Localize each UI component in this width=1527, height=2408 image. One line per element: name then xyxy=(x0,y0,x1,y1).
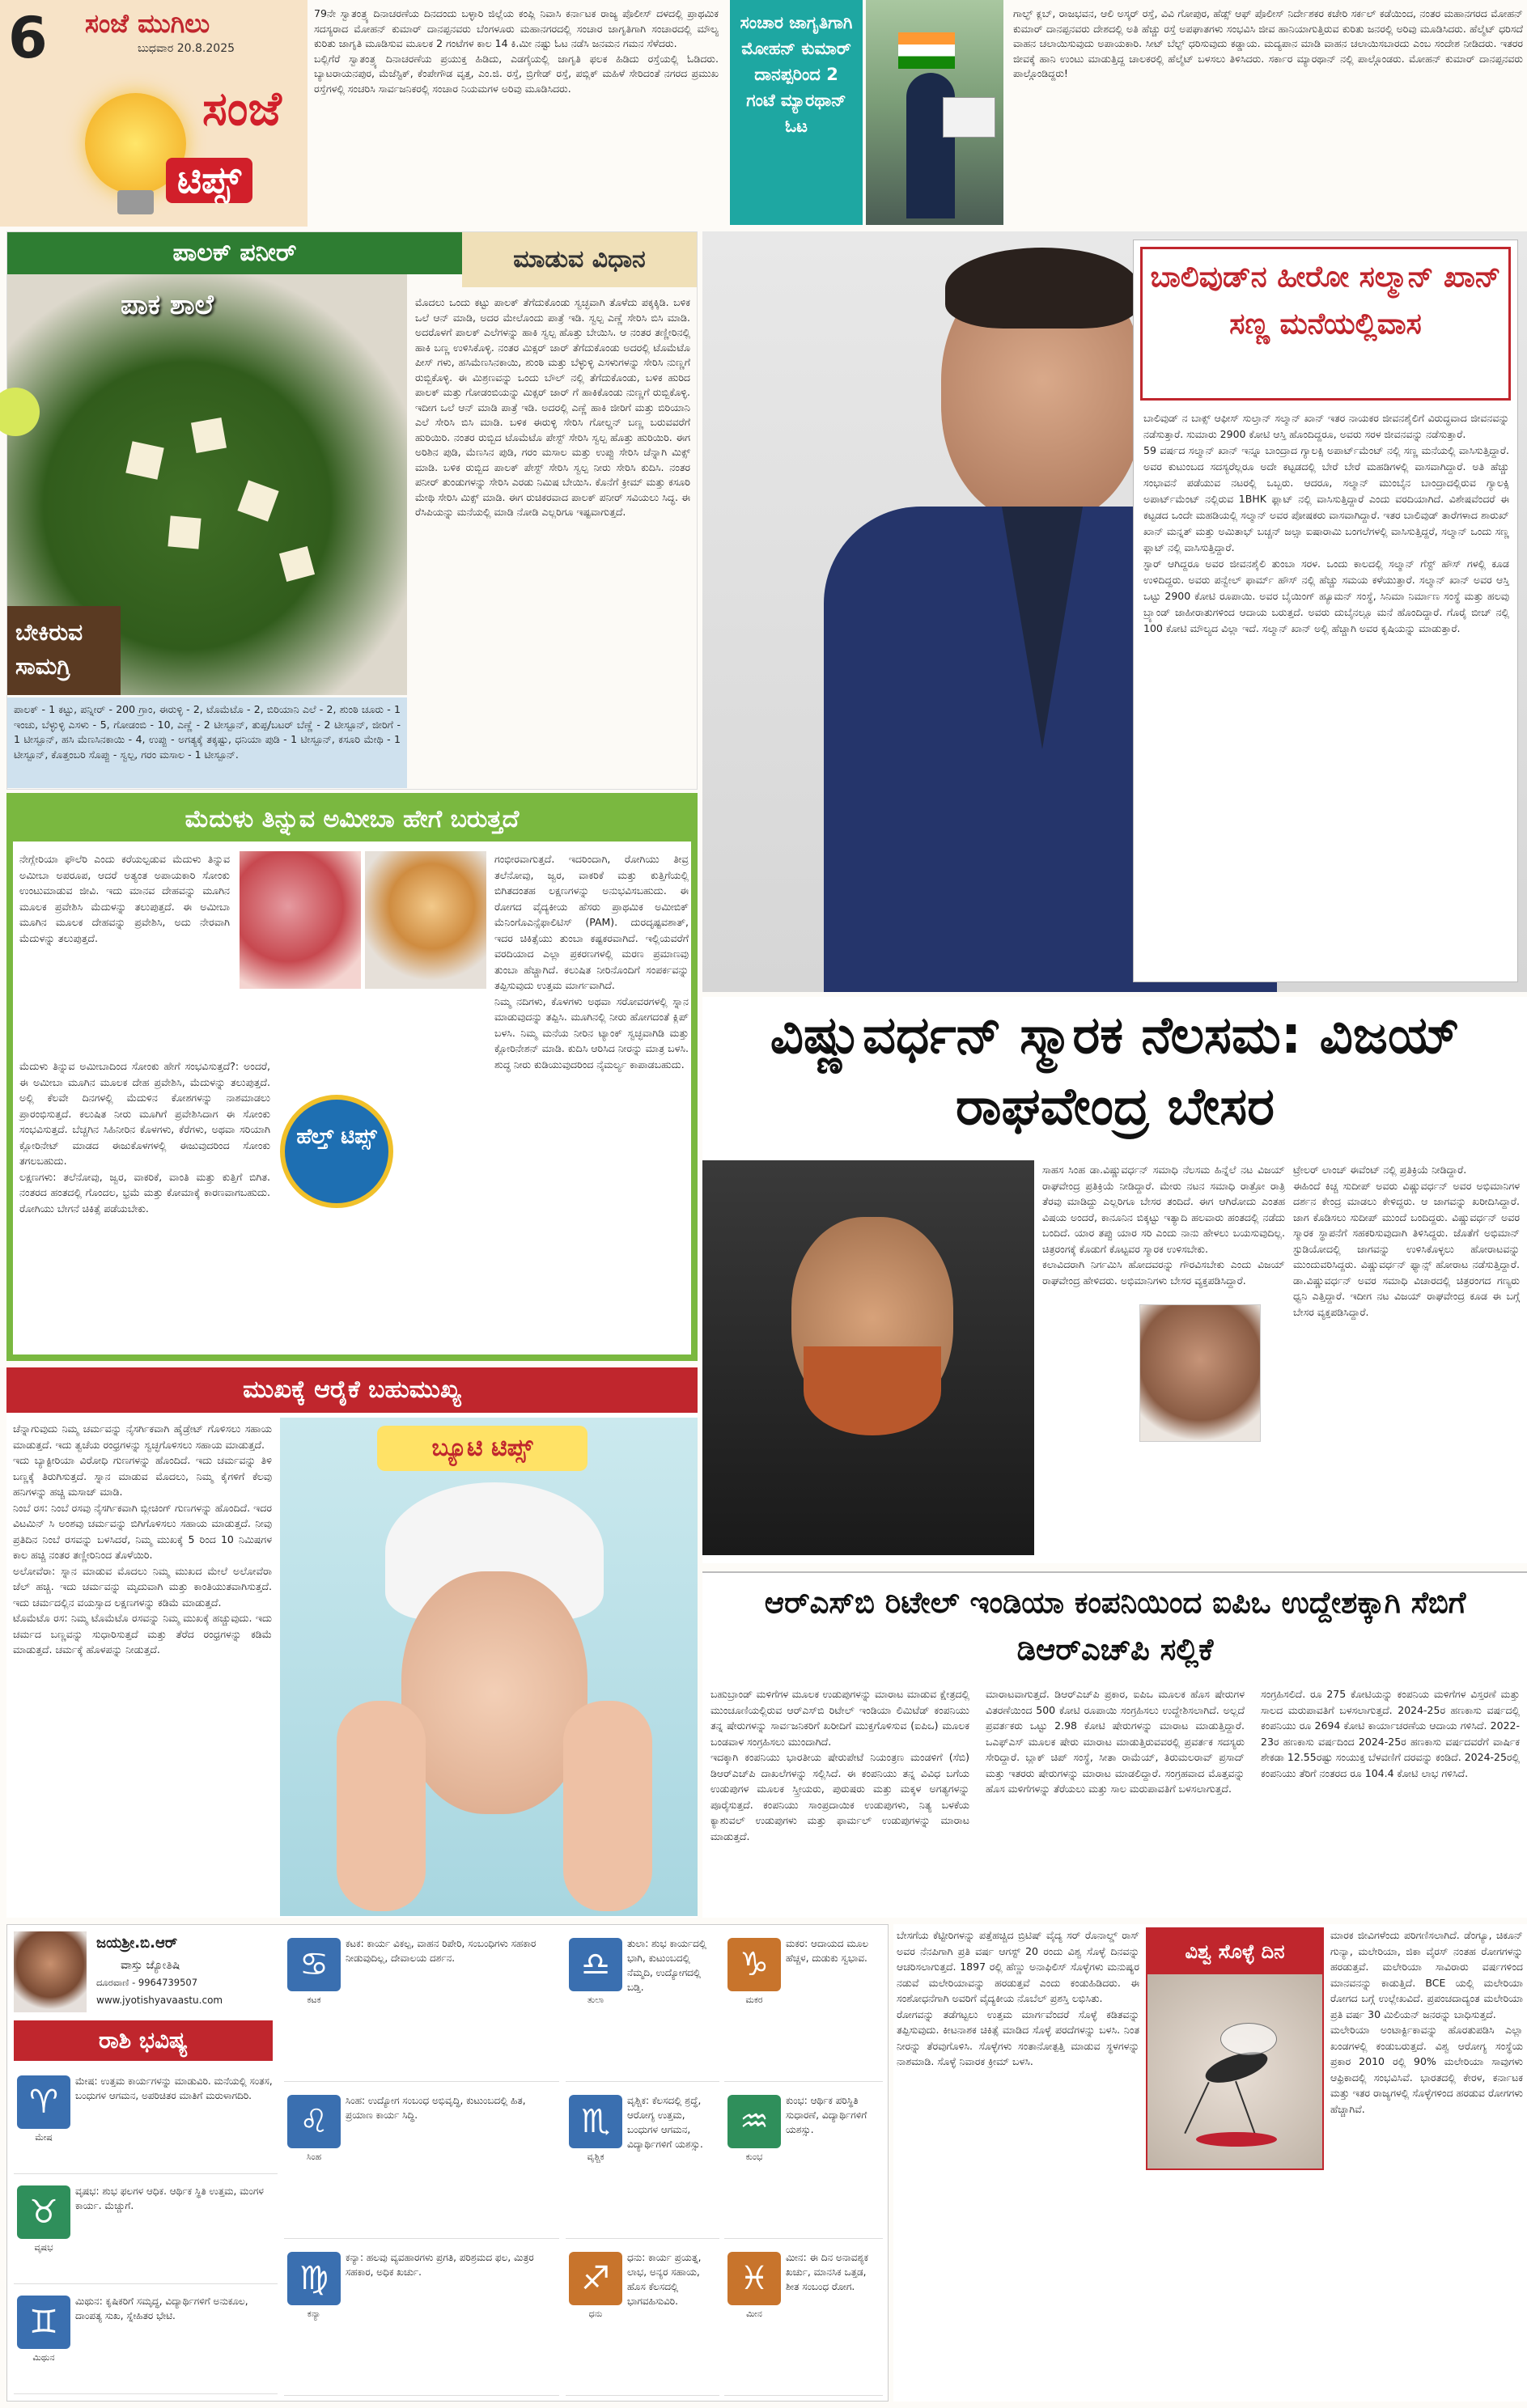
logo-word-2: ಟಿಪ್ಸ್ xyxy=(166,158,252,203)
zodiac-sign-12 xyxy=(724,2245,883,2396)
zodiac-sign-1 xyxy=(14,2069,278,2174)
skin-section xyxy=(6,1367,698,1918)
paneer-cube xyxy=(191,418,227,453)
runner-photo xyxy=(866,0,1003,225)
zodiac-icon: ♐ xyxy=(569,2252,622,2305)
zodiac-prediction: ಕನ್ಯಾ: ಹಲವು ವ್ಯವಹಾರಗಳು ಪ್ರಗತಿ, ಪರಿಶ್ರಮದ ಫಲ, ಮಿತ್ರರ ಸಹಕಾರ, ಅಧಿಕ ಖರ್ಚು. xyxy=(346,2252,534,2278)
method-label: ಮಾಡುವ ವಿಧಾನ xyxy=(462,232,697,287)
zodiac-sign-10 xyxy=(724,1931,883,2082)
zodiac-prediction: ಮಿಥುನ: ಕೃಷಿಕರಿಗೆ ಸಮೃದ್ಧ, ವಿದ್ಯಾರ್ಥಿಗಳಿಗೆ ಅನುಕೂಲ, ದಾಂಪತ್ಯ ಸುಖ, ಸ್ನೇಹಿತರ ಭೇಟಿ. xyxy=(75,2296,248,2321)
zodiac-prediction: ಮೀನ: ಈ ದಿನ ಅನಾವಶ್ಯಕ ಖರ್ಚು, ಮಾನಸಿಕ ಒತ್ತಡ, ಶೀತ ಸಂಬಂಧ ರೋಗ. xyxy=(786,2252,869,2292)
paneer-cube xyxy=(279,546,315,582)
zodiac-name: ಕುಂಭ xyxy=(745,2152,763,2162)
zodiac-icon: ♑ xyxy=(727,1938,781,1991)
paper-name: ಸಂಜೆ ಮುಗಿಲು xyxy=(85,8,210,39)
zodiac-prediction: ಕಟಕ: ಕಾರ್ಯ ವಿಕಲ್ಪ, ವಾಹನ ರಿಪೇರಿ, ಸಂಬಂಧಿಗಳು ಸಹಕಾರ ನೀಡುವುದಿಲ್ಲ, ದೇವಾಲಯ ದರ್ಶನ. xyxy=(346,1938,537,1964)
zodiac-icon: ♈ xyxy=(17,2075,70,2129)
zodiac-name: ಕಟಕ xyxy=(307,1995,321,2005)
recipe-title: ಪಾಲಕ್ ಪನೀರ್ xyxy=(7,232,462,274)
amoeba-col2: ಗಂಭೀರವಾಗುತ್ತದೆ. ಇದರಿಂದಾಗಿ, ರೋಗಿಯು ತೀವ್ರ ತಲೆನೋವು, ಜ್ವರ, ವಾಕರಿಕೆ ಮತ್ತು ಕುತ್ತಿಗೆಯಲ್ಲಿ ಬಿಗಿತದಂತಹ ಲಕ್ಷಣಗಳನ್ನು ಅನುಭವಿಸಬಹುದು. ಈ ರೋಗದ ವೈದ್ಯಕೀಯ ಹೆಸರು ಪ್ರಾಥಮಿಕ ಅಮೀಬಿಕ್ ಮೆನಿಂಗೊಎನ್ಸೆಫಾಲಿಟಿಸ್ (PAM). ದುರದೃಷ್ಟವಶಾತ್, ಇದರ ಚಿಕಿತ್ಸೆಯು ತುಂಬಾ ಕಷ್ಟಕರವಾಗಿದೆ. ಇಲ್ಲಿಯವರೆಗೆ ವರದಿಯಾದ ಎಲ್ಲಾ ಪ್ರಕರಣಗಳಲ್ಲಿ ಮರಣ ಪ್ರಮಾಣವು ತುಂಬಾ ಹೆಚ್ಚಾಗಿದೆ. ಕಲುಷಿತ ನೀರಿನೊಂದಿಗೆ ಸಂಪರ್ಕವನ್ನು ತಪ್ಪಿಸುವುದು ಉತ್ತಮ ಮಾರ್ಗವಾಗಿದೆ. ನಿಮ್ಮ ನದಿಗಳು, ಕೊಳಗಳು ಅಥವಾ ಸರೋವರಗಳಲ್ಲಿ ಸ್ನಾನ ಮಾಡುವುದನ್ನು ತಪ್ಪಿಸಿ. ಮೂಗಿನಲ್ಲಿ ನೀರು ಹೋಗದಂತೆ ಕ್ಲಿಪ್ ಬಳಸಿ. ನಿಮ್ಮ ಮನೆಯ ನೀರಿನ ಟ್ಯಾಂಕ್ ಸ್ವಚ್ಛವಾಗಿಡಿ ಮತ್ತು ಕ್ಲೋರಿನೇಶನ್ ಮಾಡಿ. ಕುದಿಸಿ ಆರಿಸಿದ ನೀರನ್ನು ಮಾತ್ರ ಬಳಸಿ. ಶುದ್ಧ ನೀರು ಕುಡಿಯುವುದರಿಂದ ನೈಮರ್ಲ್ಯ ಕಾಪಾಡಬಹುದು. xyxy=(494,853,689,1070)
zodiac-grid xyxy=(7,1925,889,2402)
hand-right xyxy=(563,1701,652,1911)
zodiac-sign-6 xyxy=(284,2245,559,2396)
zodiac-sign-11 xyxy=(724,2088,883,2239)
salman-hair xyxy=(945,248,1139,329)
top-story-col1: 79ನೇ ಸ್ವಾತಂತ್ರ್ಯ ದಿನಾಚರಣೆಯ ದಿನದಂದು ಬಳ್ಳಾರಿ ಜಿಲ್ಲೆಯ ಕಂಪ್ಲಿ ನಿವಾಸಿ ಕರ್ನಾಟಕ ರಾಜ್ಯ ಪೊಲೀಸ್ ದಳದಲ್ಲಿ ಪ್ರಾಥಮಿಕ ಸದಸ್ಯರಾದ ಮೋಹನ್ ಕುಮಾರ್ ದಾನಪ್ಪನವರು ಬೆಂಗಳೂರು ಮಹಾನಗರದಲ್ಲಿ ಸಂಚಾರ ಜಾಗೃತಿಗಾಗಿ ಸಂಚಾರದಲ್ಲಿ ಮೌಲ್ಯ ಕುರಿತು ಜಾಗೃತಿ ಮೂಡಿಸುವ ಮೂಲಕ 2 ಗಂಟೆಗಳ ಕಾಲ 14 ಕಿ.ಮೀ ನಷ್ಟು ಓಟ ನಡೆಸಿ ಜನಮನ ಗಮನ ಸೆಳೆದರು. ಬಲ್ಲಿಗೆರೆ ಸ್ವಾತಂತ್ರ್ಯ ದಿನಾಚರಣೆಯ ಪ್ರಯುಕ್ತ ಹಿಡಿದು, ಎಡಗೈಯಲ್ಲಿ ಜಾಗೃತಿ ಫಲಕ ಹಿಡಿದು ರಸ್ತೆಯಲ್ಲಿ ಓಡಿದರು. ಬ್ಯಾಟರಾಯನಪುರ, ಮೆಜೆಸ್ಟಿಕ್, ಕೆಂಪೇಗೌಡ ವೃತ್ತ, ಎಂ.ಜಿ. ರಸ್ತೆ, ಬ್ರಿಗೇಡ್ ರಸ್ತೆ, ಪಬ್ಲಿಕ್ ಮಹಿಳೆ ಸೇರಿದಂತೆ ನಗರದ ಪ್ರಮುಖ ರಸ್ತೆಗಳಲ್ಲಿ ಸಂಚರಿಸಿ ಸಾರ್ವಜನಿಕರಲ್ಲಿ ಸಂಚಾರ ನಿಯಮಗಳ ಅರಿವು ಮೂಡಿಸಿದರು. xyxy=(314,7,719,95)
mosquito-wing xyxy=(1220,2023,1277,2055)
salman-body: ಬಾಲಿವುಡ್ ನ ಬಾಕ್ಸ್ ಆಫೀಸ್ ಸುಲ್ತಾನ್ ಸಲ್ಮಾನ್ ಖಾನ್ ಇತರ ನಾಯಕರ ಜೀವನಶೈಲಿಗೆ ವಿರುದ್ಧವಾದ ಜೀವನವನ್ನು ನಡೆಸುತ್ತಾರೆ. ಸುಮಾರು 2900 ಕೋಟಿ ಆಸ್ತಿ ಹೊಂದಿದ್ದರೂ, ಅವರು ಸರಳ ಜೀವನವನ್ನು ನಡೆಸುತ್ತಾರೆ. 59 ವರ್ಷದ ಸಲ್ಮಾನ್ ಖಾನ್ ಇನ್ನೂ ಬಾಂದ್ರಾದ ಗ್ಯಾಲಕ್ಸಿ ಅಪಾರ್ಟ್‌ಮೆಂಟ್ ನಲ್ಲಿ ಸಣ್ಣ ಮನೆಯಲ್ಲಿ ವಾಸಿಸುತ್ತಿದ್ದಾರೆ. ಅವರ ಕುಟುಂಬದ ಸದಸ್ಯರೆಲ್ಲರೂ ಅದೇ ಕಟ್ಟಡದಲ್ಲಿ ಬೇರೆ ಬೇರೆ ಮಹಡಿಗಳಲ್ಲಿ ವಾಸವಾಗಿದ್ದಾರೆ. ಅತಿ ಹೆಚ್ಚು ಸಂಭಾವನೆ ಪಡೆಯುವ ನಟರಲ್ಲಿ ಒಬ್ಬರು. ಆದರೂ, ಸಲ್ಮಾನ್ ಮುಂಬೈನ ಬಾಂದ್ರಾದಲ್ಲಿರುವ ಗ್ಯಾಲಕ್ಸಿ ಅಪಾರ್ಟ್‌ಮೆಂಟ್ ನಲ್ಲಿರುವ 1BHK ಫ್ಲಾಟ್ ನಲ್ಲಿ ವಾಸಿಸುತ್ತಿದ್ದಾರೆ ಎಂದು ವರದಿಯಾಗಿದೆ. ವಿಶೇಷವೆಂದರೆ ಈ ಕಟ್ಟಡದ ಒಂದೇ ಮಹಡಿಯಲ್ಲಿ ಸಲ್ಮಾನ್ ಅವರ ಪೋಷಕರು ವಾಸವಾಗಿದ್ದಾರೆ. ಇತರ ಬಾಲಿವುಡ್ ತಾರೆಗಳಾದ ಶಾರುಖ್ ಖಾನ್ ಮನ್ನತ್ ಮತ್ತು ಅಮಿತಾಭ್ ಬಚ್ಚನ್ ಜಲ್ಸಾ ಐಷಾರಾಮಿ ಬಂಗಲೆಗಳಲ್ಲಿ ವಾಸಿಸುತ್ತಿದ್ದರೆ, ಸಲ್ಮಾನ್ ಒಂದು ಸಣ್ಣ ಫ್ಲಾಟ್ ನಲ್ಲಿ ವಾಸಿಸುತ್ತಿದ್ದಾರೆ. ಸ್ಟಾರ್ ಆಗಿದ್ದರೂ ಅವರ ಜೀವನಶೈಲಿ ತುಂಬಾ ಸರಳ. ಒಂದು ಕಾಲದಲ್ಲಿ ಸಲ್ಮಾನ್ ಗೆಸ್ಟ್ ಹೌಸ್ ಗಳಲ್ಲಿ ಕೂಡ ಉಳಿದಿದ್ದರು. ಅವರು ಪನ್ವೇಲ್ ಫಾರ್ಮ್ ಹೌಸ್ ನಲ್ಲಿ ಹೆಚ್ಚು ಸಮಯ ಕಳೆಯುತ್ತಾರೆ. ಸಲ್ಮಾನ್ ಖಾನ್ ಅವರ ಆಸ್ತಿ ಒಟ್ಟು 2900 ಕೋಟಿ ರೂಪಾಯಿ. ಅವರ ಬೈಯಿಂಗ್ ಹ್ಯೂಮನ್ ಸಂಸ್ಥೆ, ಸಿನಿಮಾ ನಿರ್ಮಾಣ ಸಂಸ್ಥೆ ಮತ್ತು ಹಲವು ಬ್ರ್ಯಾಂಡ್ ಜಾಹೀರಾತುಗಳಿಂದ ಆದಾಯ ಬರುತ್ತದೆ. ಅವರು ದುಬೈನಲ್ಲೂ ಮನೆ ಹೊಂದಿದ್ದಾರೆ. ಗೊರೈ ಬೀಚ್ ನಲ್ಲಿ 100 ಕೋಟಿ ಮೌಲ್ಯದ ವಿಲ್ಲಾ ಇದೆ. ಸಲ್ಮಾನ್ ಖಾನ್ ಅಲ್ಲಿ ಹೆಚ್ಚಾಗಿ ಅವರ ಕೃಷಿಯನ್ನು ಮಾಡುತ್ತಾರೆ. xyxy=(1143,412,1509,634)
recipe-ingredients: ಪಾಲಕ್ - 1 ಕಟ್ಟು, ಪನ್ನೀರ್ - 200 ಗ್ರಾಂ, ಈರುಳ್ಳಿ - 2, ಟೊಮೆಟೊ - 2, ಬಿರಿಯಾನಿ ಎಲೆ - 2, ಶುಂಠಿ ಚೂರು - 1 ಇಂಚು, ಬೆಳ್ಳುಳ್ಳಿ ಎಸಳು - 5, ಗೋಡಂಬಿ - 10, ಎಣ್ಣೆ - 2 ಟೀಸ್ಪೂನ್, ತುಪ್ಪ/ಬಟರ್ ಬೆಣ್ಣೆ - 2 ಟೀಸ್ಪೂನ್, ಜೀರಿಗೆ - 1 ಟೀಸ್ಪೂನ್, ಹಸಿ ಮೆಣಸಿನಕಾಯಿ - 4, ಉಪ್ಪು - ಅಗತ್ಯಕ್ಕೆ ತಕ್ಕಷ್ಟು, ಧನಿಯಾ ಪುಡಿ - 1 ಟೀಸ್ಪೂನ್, ಕಸೂರಿ ಮೇಥಿ - 1 ಟೀಸ್ಪೂನ್, ಕೊತ್ತಂಬರಿ ಸೊಪ್ಪು - ಸ್ವಲ್ಪ, ಗರಂ ಮಸಾಲ - 1 ಟೀಸ್ಪೂನ್. xyxy=(7,697,407,788)
vishnu-col1: ಸಾಹಸ ಸಿಂಹ ಡಾ.ವಿಷ್ಣುವರ್ಧನ್ ಸಮಾಧಿ ನೆಲಸಮ ಹಿನ್ನೆಲೆ ನಟ ವಿಜಯ್ ರಾಘವೇಂದ್ರ ಪ್ರತಿಕ್ರಿಯೆ ನೀಡಿದ್ದಾರೆ. ಮೇರು ನಟನ ಸಮಾಧಿ ರಾತ್ರೋ ರಾತ್ರಿ ತೆರವು ಮಾಡಿದ್ದು ಎಲ್ಲರಿಗೂ ಬೇಸರ ತಂದಿದೆ. ಈಗ ಆಗಿರೋದು ಎಂತಹ ವಿಷಯ ಅಂದರೆ, ಕಾನೂನಿನ ಬಿಕ್ಕಟ್ಟು ಇತ್ಯಾದಿ ಹಲವಾರು ಹಂತದಲ್ಲಿ ನಡೆದು ಬಂದಿದೆ. ಯಾರ ತಪ್ಪು ಯಾರ ಸರಿ ಎಂದು ನಾನು ಹೇಳಲು ಬಯಸುವುದಿಲ್ಲ. ಚಿತ್ರರಂಗಕ್ಕೆ ಕೊಡುಗೆ ಕೊಟ್ಟವರ ಸ್ಮಾರಕ ಉಳಿಸಬೇಕು. ಕಲಾವಿದರಾಗಿ ನಿರ್ಗಮಿಸಿ ಹೋದವರನ್ನು ಗೌರವಿಸಬೇಕು ಎಂದು ವಿಜಯ್ ರಾಘವೇಂದ್ರ ಹೇಳಿದರು. ಅಭಿಮಾನಿಗಳು ಬೇಸರ ವ್ಯಕ್ತಪಡಿಸಿದ್ದಾರೆ. xyxy=(1042,1164,1285,1287)
skin-care-photo xyxy=(280,1418,698,1916)
lemon-icon xyxy=(0,388,40,436)
zodiac-name: ತುಲಾ xyxy=(587,1995,604,2005)
health-tips-badge: ಹೆಲ್ತ್ ಟಿಪ್ಸ್ xyxy=(280,1095,393,1208)
logo-word-1: ಸಂಜೆ xyxy=(202,81,282,136)
zodiac-name: ಕನ್ಯಾ xyxy=(307,2308,321,2319)
zodiac-name: ಧನು xyxy=(588,2308,603,2319)
zodiac-prediction: ತುಲಾ: ಶುಭ ಕಾರ್ಯದಲ್ಲಿ ಭಾಗಿ, ಕುಟುಂಬದಲ್ಲಿ ನೆಮ್ಮದಿ, ಉದ್ಯೋಗದಲ್ಲಿ ಬಡ್ತಿ. xyxy=(627,1938,706,1993)
zodiac-icon: ♉ xyxy=(17,2185,70,2239)
bulb-base-icon xyxy=(117,190,154,214)
zodiac-sign-8 xyxy=(566,2088,719,2239)
zodiac-prediction: ಧನು: ಕಾರ್ಯ ಪ್ರಯತ್ನ, ಲಾಭ, ಅನ್ಯರ ಸಹಾಯ, ಹೊಸ ಕೆಲಸದಲ್ಲಿ ಭಾಗವಹಿಸುವಿರಿ. xyxy=(627,2252,702,2307)
astrology-section xyxy=(6,1924,889,2402)
amoeba-headline: ಮೆದುಳು ತಿನ್ನುವ ಅಮೀಬಾ ಹೇಗೆ ಬರುತ್ತದೆ xyxy=(13,799,691,842)
zodiac-icon: ♒ xyxy=(727,2095,781,2148)
skin-headline: ಮುಖಕ್ಕೆ ಆರೈಕೆ ಬಹುಮುಖ್ಯ xyxy=(6,1367,698,1413)
salman-headline: ಬಾಲಿವುಡ್‌ನ ಹೀರೋ ಸಲ್ಮಾನ್ ಖಾನ್ ಸಣ್ಣ ಮನೆಯಲ್ಲಿವಾಸ xyxy=(1140,247,1511,401)
zodiac-sign-5 xyxy=(284,2088,559,2239)
recipe-method: ಮೊದಲು ಒಂದು ಕಟ್ಟು ಪಾಲಕ್ ತೆಗೆದುಕೊಂಡು ಸ್ವಚ್ಛವಾಗಿ ತೊಳೆದು ಪಕ್ಕಕ್ಕಿಡಿ. ಬಳಿಕ ಒಲೆ ಆನ್ ಮಾಡಿ, ಅದರ ಮೇಲೊಂದು ಪಾತ್ರೆ ಇಡಿ. ಸ್ವಲ್ಪ ಎಣ್ಣೆ ಸೇರಿಸಿ ಬಿಸಿ ಮಾಡಿ. ಅದರೊಳಗೆ ಪಾಲಕ್ ಎಲೆಗಳನ್ನು ಹಾಕಿ ಸ್ವಲ್ಪ ಹೊತ್ತು ಬೇಯಿಸಿ. ಆ ನಂತರ ತಣ್ಣೀರಿನಲ್ಲಿ ಹಾಕಿ ಬಣ್ಣ ಉಳಿಸಿಕೊಳ್ಳಿ. ನಂತರ ಮಿಕ್ಸರ್ ಜಾರ್ ತೆಗೆದುಕೊಂಡು ಅದರಲ್ಲಿ ಟೊಮೆಟೊ ಪೀಸ್ ಗಳು, ಹಸಿಮೆಣಸಿನಕಾಯಿ, ಶುಂಠಿ ಮತ್ತು ಬೆಳ್ಳುಳ್ಳಿ ಎಸಳುಗಳನ್ನು ಸೇರಿಸಿ ನುಣ್ಣಗೆ ರುಬ್ಬಿಕೊಳ್ಳಿ. ಈ ಮಿಶ್ರಣವನ್ನು ಒಂದು ಬೌಲ್ ನಲ್ಲಿ ತೆಗೆದುಕೊಂಡು, ಬಳಿಕ ಹುರಿದ ಪಾಲಕ್ ಮತ್ತು ಗೋಡಂಬಿಯನ್ನು ಮಿಕ್ಸರ್ ಜಾರ್ ಗೆ ಹಾಕಿಕೊಂಡು ನುಣ್ಣಗೆ ರುಬ್ಬಿಕೊಳ್ಳಿ. ಇದೀಗ ಒಲೆ ಆನ್ ಮಾಡಿ ಪಾತ್ರೆ ಇಡಿ. ಅದರಲ್ಲಿ ಎಣ್ಣೆ ಹಾಕಿ ಜೀರಿಗೆ ಮತ್ತು ಬಿರಿಯಾನಿ ಎಲೆ ಸೇರಿಸಿ ಬಿಸಿ ಮಾಡಿ. ಬಳಿಕ ಈರುಳ್ಳಿ ಸೇರಿಸಿ ಗೋಲ್ಡನ್ ಬಣ್ಣ ಬರುವವರೆಗೆ ಹುರಿಯಿರಿ. ನಂತರ ರುಬ್ಬಿದ ಟೊಮೆಟೊ ಪೇಸ್ಟ್ ಸೇರಿಸಿ ಸ್ವಲ್ಪ ಹೊತ್ತು ಹುರಿಯಿರಿ. ಈಗ ಅರಿಶಿನ ಪುಡಿ, ಮೆಣಸಿನ ಪುಡಿ, ಗರಂ ಮಸಾಲ ಮತ್ತು ಉಪ್ಪು ಸೇರಿಸಿ ಚೆನ್ನಾಗಿ ಮಿಕ್ಸ್ ಮಾಡಿ. ಬಳಿಕ ರುಬ್ಬಿದ ಪಾಲಕ್ ಪೇಸ್ಟ್ ಸೇರಿಸಿ ಸ್ವಲ್ಪ ನೀರು ಸೇರಿಸಿ ಕುದಿಸಿ. ನಂತರ ಪನೀರ್ ತುಂಡುಗಳನ್ನು ಸೇರಿಸಿ ಎರಡು ನಿಮಿಷ ಬೇಯಿಸಿ. ಕೊನೆಗೆ ಕ್ರೀಮ್ ಮತ್ತು ಕಸೂರಿ ಮೇಥಿ ಸೇರಿಸಿ ಮಿಕ್ಸ್ ಮಾಡಿ. ಈಗ ರುಚಿಕರವಾದ ಪಾಲಕ್ ಪನೀರ್ ಸವಿಯಲು ಸಿದ್ಧ. ಈ ರೆಸಿಪಿಯನ್ನು ಮನೆಯಲ್ಲಿ ಮಾಡಿ ನೋಡಿ ಎಲ್ಲರಿಗೂ ಇಷ್ಟವಾಗುತ್ತದೆ. xyxy=(415,296,694,518)
paneer-cube xyxy=(125,441,163,479)
ingredients-label: ಬೇಕಿರುವ ಸಾಮಗ್ರಿ xyxy=(7,606,121,695)
edition-date: ಬುಧವಾರ 20.8.2025 xyxy=(138,42,235,55)
woman-face xyxy=(401,1571,587,1814)
top-story xyxy=(314,0,1527,225)
blood-stain xyxy=(1196,2132,1277,2147)
salman-story-box xyxy=(1133,240,1518,982)
rsb-col3: ಸಂಗ್ರಹಿಸಲಿದೆ. ರೂ 275 ಕೋಟಿಯನ್ನು ಕಂಪನಿಯ ಮಳಿಗೆಗಳ ವಿಸ್ತರಣೆ ಮತ್ತು ಸಾಲದ ಮರುಪಾವತಿಗೆ ಬಳಸಲಾಗುತ್ತದೆ. 2024-25ರ ಹಣಕಾಸು ವರ್ಷದಲ್ಲಿ ಕಂಪನಿಯು ರೂ 2694 ಕೋಟಿ ಕಾರ್ಯಾಚರಣೆಯ ಆದಾಯ ಗಳಿಸಿದೆ. 2022-23ರ ಹಣಕಾಸು ವರ್ಷದಿಂದ 2024-25ರ ಹಣಕಾಸು ವರ್ಷದವರೆಗೆ ವಾರ್ಷಿಕ ಶೇಕಡಾ 12.55ರಷ್ಟು ಸಂಯುಕ್ತ ಬೆಳವಣಿಗೆ ದರವನ್ನು ಕಂಡಿದೆ. 2024-25ರಲ್ಲಿ ಕಂಪನಿಯು ತೆರಿಗೆ ನಂತರದ ರೂ 104.4 ಕೋಟಿ ಲಾಭ ಗಳಿಸಿದೆ. xyxy=(1261,1688,1523,1779)
astrologer-phone: ದೂರವಾಣಿ - 9964739507 xyxy=(96,1977,198,1988)
astrologer-name: ಜಯಶ್ರೀ.ಬಿ.ಆರ್ xyxy=(96,1935,178,1952)
amoeba-microscope-photo xyxy=(240,851,361,989)
mosquito-section xyxy=(893,1924,1527,2402)
rsb-col2: ಮಾರಾಟವಾಗುತ್ತದೆ. ಡಿಆರ್‌ಎಚ್‌ಪಿ ಪ್ರಕಾರ, ಐಪಿಒ ಮೂಲಕ ಹೊಸ ಷೇರುಗಳ ವಿತರಣೆಯಿಂದ 500 ಕೋಟಿ ರೂಪಾಯಿ ಸಂಗ್ರಹಿಸಲು ಉದ್ದೇಶಿಸಲಾಗಿದೆ. ಅಲ್ಲದೆ ಪ್ರವರ್ತಕರು ಒಟ್ಟು 2.98 ಕೋಟಿ ಷೇರುಗಳನ್ನು ಮಾರಾಟ ಮಾಡುತ್ತಿದ್ದಾರೆ. ಒಎಫ್‌ಎಸ್ ಮೂಲಕ ಷೇರು ಮಾರಾಟ ಮಾಡುತ್ತಿರುವವರಲ್ಲಿ ಪ್ರವರ್ತಕ ಸದಸ್ಯರು ಸೇರಿದ್ದಾರೆ. ಬ್ಲಾಕ್ ಚಿಪ್ ಸಂಸ್ಥೆ, ಸೀತಾ ರಾಮೆಯ್, ತಿರುಮಲರಾವ್ ಪ್ರಸಾದ್ ಮತ್ತು ಇತರರು ಷೇರುಗಳನ್ನು ಮಾರಾಟ ಮಾಡಲಿದ್ದಾರೆ. ಸಂಗ್ರಹವಾದ ಮೊತ್ತವನ್ನು ಹೊಸ ಮಳಿಗೆಗಳನ್ನು ತೆರೆಯಲು ಮತ್ತು ಸಾಲ ಮರುಪಾವತಿಗೆ ಬಳಸಲಾಗುತ್ತದೆ. xyxy=(986,1688,1248,1795)
vishnuvardhan-photo xyxy=(702,1160,1034,1555)
zodiac-icon: ♎ xyxy=(569,1938,622,1991)
placard xyxy=(943,97,995,138)
vishnu-headline: ವಿಷ್ಣುವರ್ಧನ್ ಸ್ಮಾರಕ ನೆಲಸಮ: ವಿಜಯ್ ರಾಘವೇಂದ್ರ ಬೇಸರ xyxy=(770,1006,1461,1137)
zodiac-sign-3 xyxy=(14,2289,278,2394)
zodiac-name: ಮಕರ xyxy=(745,1995,763,2005)
mosquito-headline: ವಿಶ್ವ ಸೊಳ್ಳೆ ದಿನ xyxy=(1147,1929,1322,1974)
zodiac-name: ಮೀನ xyxy=(746,2308,762,2319)
paneer-cube xyxy=(237,480,278,521)
vijay-raghavendra-photo xyxy=(1139,1304,1261,1442)
zodiac-sign-9 xyxy=(566,2245,719,2396)
zodiac-icon: ♋ xyxy=(287,1938,341,1991)
vishnu-beard xyxy=(804,1346,941,1435)
mosquito-col2: ಮಾರಕ ಜೀವಿಗಳೆಂದು ಪರಿಗಣಿಸಲಾಗಿದೆ. ಡೆಂಗ್ಯೂ, ಚಿಕೂನ್ ಗುನ್ಯಾ, ಮಲೇರಿಯಾ, ಜಿಕಾ ವೈರಸ್ ನಂತಹ ರೋಗಗಳನ್ನು ಹರಡುತ್ತವೆ. ಮಲೇರಿಯಾ ಸಾವಿರಾರು ವರ್ಷಗಳಿಂದ ಮಾನವನನ್ನು ಕಾಡುತ್ತಿದೆ. BCE ಯಲ್ಲಿ ಮಲೇರಿಯಾ ರೋಗದ ಬಗ್ಗೆ ಉಲ್ಲೇಖವಿದೆ. ಪ್ರಪಂಚದಾದ್ಯಂತ ಮಲೇರಿಯಾ ಪ್ರತಿ ವರ್ಷ 30 ಮಿಲಿಯನ್ ಜನರನ್ನು ಬಾಧಿಸುತ್ತದೆ. ಮಲೇರಿಯಾ ಅಂಟಾರ್ಕ್ಟಿಕಾವನ್ನು ಹೊರತುಪಡಿಸಿ ಎಲ್ಲಾ ಖಂಡಗಳಲ್ಲಿ ಕಂಡುಬರುತ್ತದೆ. ವಿಶ್ವ ಆರೋಗ್ಯ ಸಂಸ್ಥೆಯ ಪ್ರಕಾರ 2010 ರಲ್ಲಿ 90% ಮಲೇರಿಯಾ ಸಾವುಗಳು ಆಫ್ರಿಕಾದಲ್ಲಿ ಸಂಭವಿಸಿವೆ. ಭಾರತದಲ್ಲಿ ಕೇರಳ, ಕರ್ನಾಟಕ ಮತ್ತು ಇತರ ರಾಜ್ಯಗಳಲ್ಲಿ ಸೊಳ್ಳೆಗಳಿಂದ ಹರಡುವ ರೋಗಗಳು ಹೆಚ್ಚಾಗಿವೆ. xyxy=(1330,1929,1523,2115)
paneer-cube xyxy=(168,515,201,549)
vishnu-col2: ಟ್ರೇಲರ್ ಲಾಂಚ್ ಈವೆಂಟ್ ನಲ್ಲಿ ಪ್ರತಿಕ್ರಿಯೆ ನೀಡಿದ್ದಾರೆ. ಈಹಿಂದೆ ಕಿಚ್ಚ ಸುದೀಪ್ ಅವರು ವಿಷ್ಣುವರ್ಧನ್ ಅವರ ಅಭಿಮಾನಿಗಳ ದರ್ಶನ ಕೇಂದ್ರ ಮಾಡಲು ಕೇಳಿದ್ದರು. ಆ ಜಾಗವನ್ನು ಖರೀದಿಸಿದ್ದಾರೆ. ಜಾಗ ಕೊಡಿಸಲು ಸುದೀಪ್ ಮುಂದೆ ಬಂದಿದ್ದರು. ವಿಷ್ಣುವರ್ಧನ್ ಅವರ ಸ್ಮಾರಕ ಸ್ಥಾಪನೆಗೆ ಸಹಕರಿಸುವುದಾಗಿ ತಿಳಿಸಿದ್ದರು. ಜೊತೆಗೆ ಅಭಿಮಾನ್ ಸ್ಟುಡಿಯೋದಲ್ಲಿ ಜಾಗವನ್ನು ಉಳಿಸಿಕೊಳ್ಳಲು ಹೋರಾಟವನ್ನು ಮುಂದುವರಿಸಿದ್ದರು. ವಿಷ್ಣುವರ್ಧನ್ ಫ್ಯಾನ್ಸ್ ಹೋರಾಟ ನಡೆಸುತ್ತಿದ್ದಾರೆ. ಡಾ.ವಿಷ್ಣುವರ್ಧನ್ ಅವರ ಸಮಾಧಿ ವಿಚಾರದಲ್ಲಿ ಚಿತ್ರರಂಗದ ಗಣ್ಯರು ಧ್ವನಿ ಎತ್ತಿದ್ದಾರೆ. ಇದೀಗ ನಟ ವಿಜಯ್ ರಾಘವೇಂದ್ರ ಕೂಡ ಈ ಬಗ್ಗೆ ಬೇಸರ ವ್ಯಕ್ತಪಡಿಸಿದ್ದಾರೆ. xyxy=(1293,1164,1520,1318)
zodiac-icon: ♓ xyxy=(727,2252,781,2305)
zodiac-sign-7 xyxy=(566,1931,719,2082)
zodiac-prediction: ವೃಷಭ: ಶುಭ ಫಲಗಳ ಆಧಿಕ. ಆರ್ಥಿಕ ಸ್ಥಿತಿ ಉತ್ತಮ, ಮಂಗಳ ಕಾರ್ಯ. ಮೆಚ್ಚುಗೆ. xyxy=(75,2185,264,2211)
runner-figure xyxy=(906,73,955,218)
top-story-col3: ಗಾಲ್ಫ್ ಕ್ಲಬ್, ರಾಜಭವನ, ಆಲಿ ಅಸ್ಕರ್ ರಸ್ತೆ, ವಿವಿ ಗೋಪುರ, ಹೆಡ್ಸ್ ಆಫ್ ಪೊಲೀಸ್ ನಿರ್ದೇಶಕರ ಕಚೇರಿ ಸರ್ಕಲ್ ಕಡೆಯಿಂದ, ನಂತರ ಮಹಾನಗರದ ಮೋಹನ್ ಕುಮಾರ್ ದಾನಪ್ಪನವರು ದೇಶದಲ್ಲಿ ಅತಿ ಹೆಚ್ಚು ರಸ್ತೆ ಅಪಘಾತಗಳು ಸಂಭವಿಸಿ ಜೀವ ಹಾನಿಯಾಗುತ್ತಿರುವ ಕುರಿತು ಜನರಲ್ಲಿ ಅರಿವು ಮೂಡಿಸಿದರು. ಹೆಲ್ಮೆಟ್ ಧರಿಸದೆ ವಾಹನ ಚಲಾಯಿಸುವುದು ಅಪಾಯಕಾರಿ. ಸೀಟ್ ಬೆಲ್ಟ್ ಧರಿಸುವುದು ಕಡ್ಡಾಯ. ಮದ್ಯಪಾನ ಮಾಡಿ ವಾಹನ ಚಲಾಯಿಸಬಾರದು ಎಂಬ ಸಂದೇಶ ನೀಡಿದರು. ಇತರರ ಜೀವಕ್ಕೆ ಹಾನಿ ಉಂಟು ಮಾಡುತ್ತಿದ್ದ ಚಾಲಕರಲ್ಲಿ ಹೆಲ್ಮೆಟ್ ಬಳಸಲು ತಿಳಿಸಿದರು. ಸರ್ಕಾರ ಮ್ಯಾರಥಾನ್ ನಲ್ಲಿ ಪಾಲ್ಗೊಂಡರು. ಮೋಹನ್ ಕುಮಾರ್ ದಾನಪ್ಪನವರು ಪಾಲ್ಗೊಂಡಿದ್ದರು! xyxy=(1013,7,1526,79)
astrologer-title: ವಾಸ್ತು ಜ್ಯೋತಿಷಿ xyxy=(121,1959,180,1972)
kitchen-label: ಪಾಕ ಶಾಲೆ xyxy=(121,289,214,321)
masthead xyxy=(0,0,308,227)
page-number: 6 xyxy=(8,5,48,71)
top-story-headline: ಸಂಚಾರ ಜಾಗೃತಿಗಾಗಿ ಮೋಹನ್ ಕುಮಾರ್ ದಾನಪ್ಪರಿಂದ 2 ಗಂಟೆ ಮ್ಯಾರಥಾನ್ ಓಟ xyxy=(730,0,863,225)
vishnu-section xyxy=(702,997,1527,1563)
zodiac-name: ಸಿಂಹ xyxy=(306,2152,322,2162)
zodiac-icon: ♏ xyxy=(569,2095,622,2148)
mosquito-col1: ಬೇಸಗೆಯ ಕೆಟ್ಟೀರಿಗಳನ್ನು ಪತ್ತೆಹಚ್ಚಿದ ಬ್ರಿಟಿಷ್ ವೈದ್ಯ ಸರ್ ರೊನಾಲ್ಡ್ ರಾಸ್ ಅವರ ನೆನಪಿಗಾಗಿ ಪ್ರತಿ ವರ್ಷ ಆಗಸ್ಟ್ 20 ರಂದು ವಿಶ್ವ ಸೊಳ್ಳೆ ದಿನವನ್ನು ಆಚರಿಸಲಾಗುತ್ತದೆ. 1897 ರಲ್ಲಿ ಹೆಣ್ಣು ಅನಾಫಿಲಿಸ್ ಸೊಳ್ಳೆಗಳು ಮನುಷ್ಯರ ನಡುವೆ ಮಲೇರಿಯಾವನ್ನು ಹರಡುತ್ತವೆ ಎಂದು ಕಂಡುಹಿಡಿದರು. ಈ ಸಂಶೋಧನೆಗಾಗಿ ಅವರಿಗೆ ವೈದ್ಯಕೀಯ ನೊಬೆಲ್ ಪ್ರಶಸ್ತಿ ಲಭಿಸಿತು. ರೋಗವನ್ನು ತಡೆಗಟ್ಟಲು ಉತ್ತಮ ಮಾರ್ಗವೆಂದರೆ ಸೊಳ್ಳೆ ಕಡಿತವನ್ನು ತಪ್ಪಿಸುವುದು. ಕೀಟನಾಶಕ ಚಿಕಿತ್ಸೆ ಮಾಡಿದ ಸೊಳ್ಳೆ ಪರದೆಗಳನ್ನು ಬಳಸಿ. ನಿಂತ ನೀರನ್ನು ತೆರವುಗೊಳಿಸಿ. ಸೊಳ್ಳೆಗಳು ಸಂತಾನೋತ್ಪತ್ತಿ ಮಾಡುವ ಸ್ಥಳಗಳನ್ನು ನಾಶಮಾಡಿ. ಸೊಳ್ಳೆ ನಿವಾರಕ ಕ್ರೀಮ್ ಬಳಸಿ. xyxy=(897,1929,1139,2067)
amoeba-col1: ನೇಗ್ಲೇರಿಯಾ ಫೌಲೆರಿ ಎಂದು ಕರೆಯಲ್ಪಡುವ ಮೆದುಳು ತಿನ್ನುವ ಅಮೀಬಾ ಅಪರೂಪ, ಆದರೆ ಅತ್ಯಂತ ಅಪಾಯಕಾರಿ ಸೋಂಕು ಉಂಟುಮಾಡುವ ಜೀವಿ. ಇದು ಮಾನವ ದೇಹವನ್ನು ಮೂಗಿನ ಮೂಲಕ ಪ್ರವೇಶಿಸಿ ಮೆದುಳನ್ನು ತಲುಪುತ್ತದೆ. ಈ ಅಮೀಬಾ ಮೂಗಿನ ಮೂಲಕ ದೇಹವನ್ನು ಪ್ರವೇಶಿಸಿ, ಅದು ನೇರವಾಗಿ ಮೆದುಳನ್ನು ತಲುಪುತ್ತದೆ. xyxy=(19,853,233,944)
mosquito-leg xyxy=(1184,2082,1209,2134)
zodiac-name: ಮಿಥುನ xyxy=(32,2352,55,2363)
zodiac-icon: ♍ xyxy=(287,2252,341,2305)
zodiac-prediction: ವೃಶ್ಚಿಕ: ಕೆಲಸದಲ್ಲಿ ಶ್ರದ್ಧೆ, ಆರೋಗ್ಯ ಉತ್ತಮ, ಬಂಧುಗಳ ಆಗಮನ, ವಿದ್ಯಾರ್ಥಿಗಳಿಗೆ ಯಶಸ್ಸು. xyxy=(627,2095,703,2150)
zodiac-sign-4 xyxy=(284,1931,559,2082)
zodiac-sign-2 xyxy=(14,2179,278,2284)
recipe-section xyxy=(6,231,698,790)
rsb-headline: ಆರ್‌ಎಸ್‌ಬಿ ರಿಟೇಲ್ ಇಂಡಿಯಾ ಕಂಪನಿಯಿಂದ ಐಪಿಒ ಉದ್ದೇಶಕ್ಕಾಗಿ ಸೆಬಿಗೆ ಡಿಆರ್‌ಎಚ್‌ಪಿ ಸಲ್ಲಿಕೆ xyxy=(764,1585,1466,1667)
zodiac-prediction: ಮಕರ: ಆದಾಯದ ಮೂಲ ಹೆಚ್ಚಳ, ದುಡುಕು ಸ್ವಭಾವ. xyxy=(786,1938,869,1964)
zodiac-prediction: ಕುಂಭ: ಆರ್ಥಿಕ ಪರಿಸ್ಥಿತಿ ಸುಧಾರಣೆ, ವಿದ್ಯಾರ್ಥಿಗಳಿಗೆ ಯಶಸ್ಸು. xyxy=(786,2095,867,2135)
zodiac-name: ವೃಶ್ಚಿಕ xyxy=(587,2152,604,2162)
rsb-section xyxy=(702,1571,1527,1918)
mosquito-photo xyxy=(1147,1974,1322,2168)
beauty-tips-badge: ಬ್ಯೂಟಿ ಟಿಪ್ಸ್ xyxy=(377,1426,587,1471)
zodiac-name: ಮೇಷ xyxy=(35,2132,53,2143)
zodiac-icon: ♌ xyxy=(287,2095,341,2148)
zodiac-prediction: ಮೇಷ: ಉತ್ತಮ ಕಾರ್ಯಗಳನ್ನು ಮಾಡುವಿರಿ. ಮನೆಯಲ್ಲಿ ಸಂತಸ, ಬಂಧುಗಳ ಆಗಮನ, ಅಪರಿಚಿತರ ಮಾತಿಗೆ ಮರುಳಾಗದಿರಿ. xyxy=(75,2075,273,2101)
hand-left xyxy=(337,1701,426,1911)
amoeba-col1b: ಮೆದುಳು ತಿನ್ನುವ ಅಮೀಬಾದಿಂದ ಸೋಂಕು ಹೇಗೆ ಸಂಭವಿಸುತ್ತದೆ?: ಅಂದರೆ, ಈ ಅಮೀಬಾ ಮೂಗಿನ ಮೂಲಕ ದೇಹ ಪ್ರವೇಶಿಸಿ, ಮೆದುಳನ್ನು ತಲುಪುತ್ತದೆ. ಅಲ್ಲಿ ಕೆಲವೇ ದಿನಗಳಲ್ಲಿ ಮೆದುಳಿನ ಕೋಶಗಳನ್ನು ನಾಶಮಾಡಲು ಪ್ರಾರಂಭಿಸುತ್ತದೆ. ಕಲುಷಿತ ನೀರು ಮೂಗಿಗೆ ಪ್ರವೇಶಿಸಿದಾಗ ಈ ಸೋಂಕು ಸಂಭವಿಸುತ್ತದೆ. ಬೆಚ್ಚಗಿನ ಸಿಹಿನೀರಿನ ಕೊಳಗಳು, ಕೆರೆಗಳು, ಅಥವಾ ಸರಿಯಾಗಿ ಕ್ಲೋರಿನೇಟ್ ಮಾಡದ ಈಜುಕೊಳಗಳಲ್ಲಿ ಈಜುವುದರಿಂದ ಸೋಂಕು ತಗಲಬಹುದು. ಲಕ್ಷಣಗಳು: ತಲೆನೋವು, ಜ್ವರ, ವಾಕರಿಕೆ, ವಾಂತಿ ಮತ್ತು ಕುತ್ತಿಗೆ ಬಿಗಿತ. ನಂತರದ ಹಂತದಲ್ಲಿ ಗೊಂದಲ, ಭ್ರಮೆ ಮತ್ತು ಕೋಮಾಕ್ಕೆ ಕಾರಣವಾಗಬಹುದು. ರೋಗಿಯು ಬೇಗನೆ ಚಿಕಿತ್ಸೆ ಪಡೆಯಬೇಕು. xyxy=(19,1060,270,1215)
zodiac-prediction: ಸಿಂಹ: ಉದ್ಯೋಗ ಸಂಬಂಧ ಅಭಿವೃದ್ಧಿ, ಕುಟುಂಬದಲ್ಲಿ ಹಿತ, ಪ್ರಯಾಣ ಕಾರ್ಯ ಸಿದ್ಧಿ. xyxy=(346,2095,526,2121)
rsb-col1: ಬಹುಬ್ರಾಂಡ್ ಮಳಿಗೆಗಳ ಮೂಲಕ ಉಡುಪುಗಳನ್ನು ಮಾರಾಟ ಮಾಡುವ ಕ್ಷೇತ್ರದಲ್ಲಿ ಮುಂಚೂಣಿಯಲ್ಲಿರುವ ಆರ್‌ಎಸ್‌ಬಿ ರಿಟೇಲ್ ಇಂಡಿಯಾ ಲಿಮಿಟೆಡ್ ಕಂಪನಿಯು ತನ್ನ ಷೇರುಗಳನ್ನು ಸಾರ್ವಜನಿಕರಿಗೆ ಖರೀದಿಗೆ ಮುಕ್ತಗೊಳಿಸುವ (ಐಪಿಒ) ಮೂಲಕ ಬಂಡವಾಳ ಸಂಗ್ರಹಿಸಲು ಮುಂದಾಗಿದೆ. ಇದಕ್ಕಾಗಿ ಕಂಪನಿಯು ಭಾರತೀಯ ಷೇರುಪೇಟೆ ನಿಯಂತ್ರಣ ಮಂಡಳಿಗೆ (ಸೆಬಿ) ಡಿಆರ್‌ಎಚ್‌ಪಿ ದಾಖಲೆಗಳನ್ನು ಸಲ್ಲಿಸಿದೆ. ಈ ಕಂಪನಿಯು ತನ್ನ ವಿವಿಧ ಬಗೆಯ ಉಡುಪುಗಳ ಮೂಲಕ ಸ್ತ್ರೀಯರು, ಪುರುಷರು ಮತ್ತು ಮಕ್ಕಳ ಅಗತ್ಯಗಳನ್ನು ಪೂರೈಸುತ್ತದೆ. ಕಂಪನಿಯು ಸಾಂಪ್ರದಾಯಿಕ ಉಡುಪುಗಳು, ನಿತ್ಯ ಬಳಕೆಯ ಕ್ಯಾಶುವಲ್ ಉಡುಪುಗಳು ಮತ್ತು ಫಾರ್ಮಲ್ ಉಡುಪುಗಳನ್ನು ಮಾರಾಟ ಮಾಡುತ್ತದೆ. xyxy=(710,1688,969,1842)
flag-icon xyxy=(898,32,955,69)
astrologer-website: www.jyotishyavaastu.com xyxy=(96,1995,223,2006)
zodiac-name: ವೃಷಭ xyxy=(34,2242,53,2253)
brain-illustration xyxy=(365,851,486,989)
zodiac-icon: ♊ xyxy=(17,2296,70,2349)
mosquito-box xyxy=(1146,1927,1324,2170)
rashi-title: ರಾಶಿ ಭವಿಷ್ಯ xyxy=(14,2020,273,2061)
mosquito-leg xyxy=(1235,2081,1256,2135)
amoeba-section xyxy=(6,793,698,1361)
skin-body: ಚೆನ್ನಾಗುವುದು ನಿಮ್ಮ ಚರ್ಮವನ್ನು ನೈಸರ್ಗಿಕವಾಗಿ ಹೈಡ್ರೇಟ್ ಗೊಳಿಸಲು ಸಹಾಯ ಮಾಡುತ್ತದೆ. ಇದು ತ್ವಚೆಯ ರಂಧ್ರಗಳನ್ನು ಸ್ವಚ್ಛಗೊಳಿಸಲು ಸಹಾಯ ಮಾಡುತ್ತದೆ. ಇದು ಬ್ಯಾಕ್ಟೀರಿಯಾ ವಿರೋಧಿ ಗುಣಗಳನ್ನು ಹೊಂದಿದೆ. ಇದು ಚರ್ಮವನ್ನು ತಿಳಿ ಬಣ್ಣಕ್ಕೆ ತಿರುಗಿಸುತ್ತದೆ. ಸ್ನಾನ ಮಾಡುವ ಮೊದಲು, ನಿಮ್ಮ ಕೈಗಳಿಗೆ ಕೆಲವು ಹನಿಗಳನ್ನು ಹಚ್ಚಿ ಮಸಾಜ್ ಮಾಡಿ. ನಿಂಬೆ ರಸ: ನಿಂಬೆ ರಸವು ನೈಸರ್ಗಿಕವಾಗಿ ಬ್ಲೀಚಿಂಗ್ ಗುಣಗಳನ್ನು ಹೊಂದಿದೆ. ಇದರ ವಿಟಮಿನ್ ಸಿ ಅಂಶವು ಚರ್ಮವನ್ನು ಬಿಗಿಗೊಳಿಸಲು ಸಹಾಯ ಮಾಡುತ್ತದೆ. ನೀವು ಪ್ರತಿದಿನ ನಿಂಬೆ ರಸವನ್ನು ಬಳಸಿದರೆ, ನಿಮ್ಮ ಮುಖಕ್ಕೆ 5 ರಿಂದ 10 ನಿಮಿಷಗಳ ಕಾಲ ಹಚ್ಚಿ ನಂತರ ತಣ್ಣೀರಿನಿಂದ ತೊಳೆಯಿರಿ. ಅಲೋವೆರಾ: ಸ್ನಾನ ಮಾಡುವ ಮೊದಲು ನಿಮ್ಮ ಮುಖದ ಮೇಲೆ ಅಲೋವೆರಾ ಜೆಲ್ ಹಚ್ಚಿ. ಇದು ಚರ್ಮವನ್ನು ಮೃದುವಾಗಿ ಮತ್ತು ಕಾಂತಿಯುತವಾಗಿಸುತ್ತದೆ. ಇದು ಚರ್ಮದಲ್ಲಿನ ವಯಸ್ಸಾದ ಲಕ್ಷಣಗಳನ್ನು ಕಡಿಮೆ ಮಾಡುತ್ತದೆ. ಟೊಮೆಟೊ ರಸ: ನಿಮ್ಮ ಟೊಮೆಟೊ ರಸವನ್ನು ನಿಮ್ಮ ಮುಖಕ್ಕೆ ಹಚ್ಚುವುದು. ಇದು ಚರ್ಮದ ಬಣ್ಣವನ್ನು ಸುಧಾರಿಸುತ್ತದೆ ಮತ್ತು ತೆರೆದ ರಂಧ್ರಗಳನ್ನು ಕಡಿಮೆ ಮಾಡುತ್ತದೆ. ಚರ್ಮಕ್ಕೆ ಹೊಳಪನ್ನು ನೀಡುತ್ತದೆ. xyxy=(13,1422,272,1656)
